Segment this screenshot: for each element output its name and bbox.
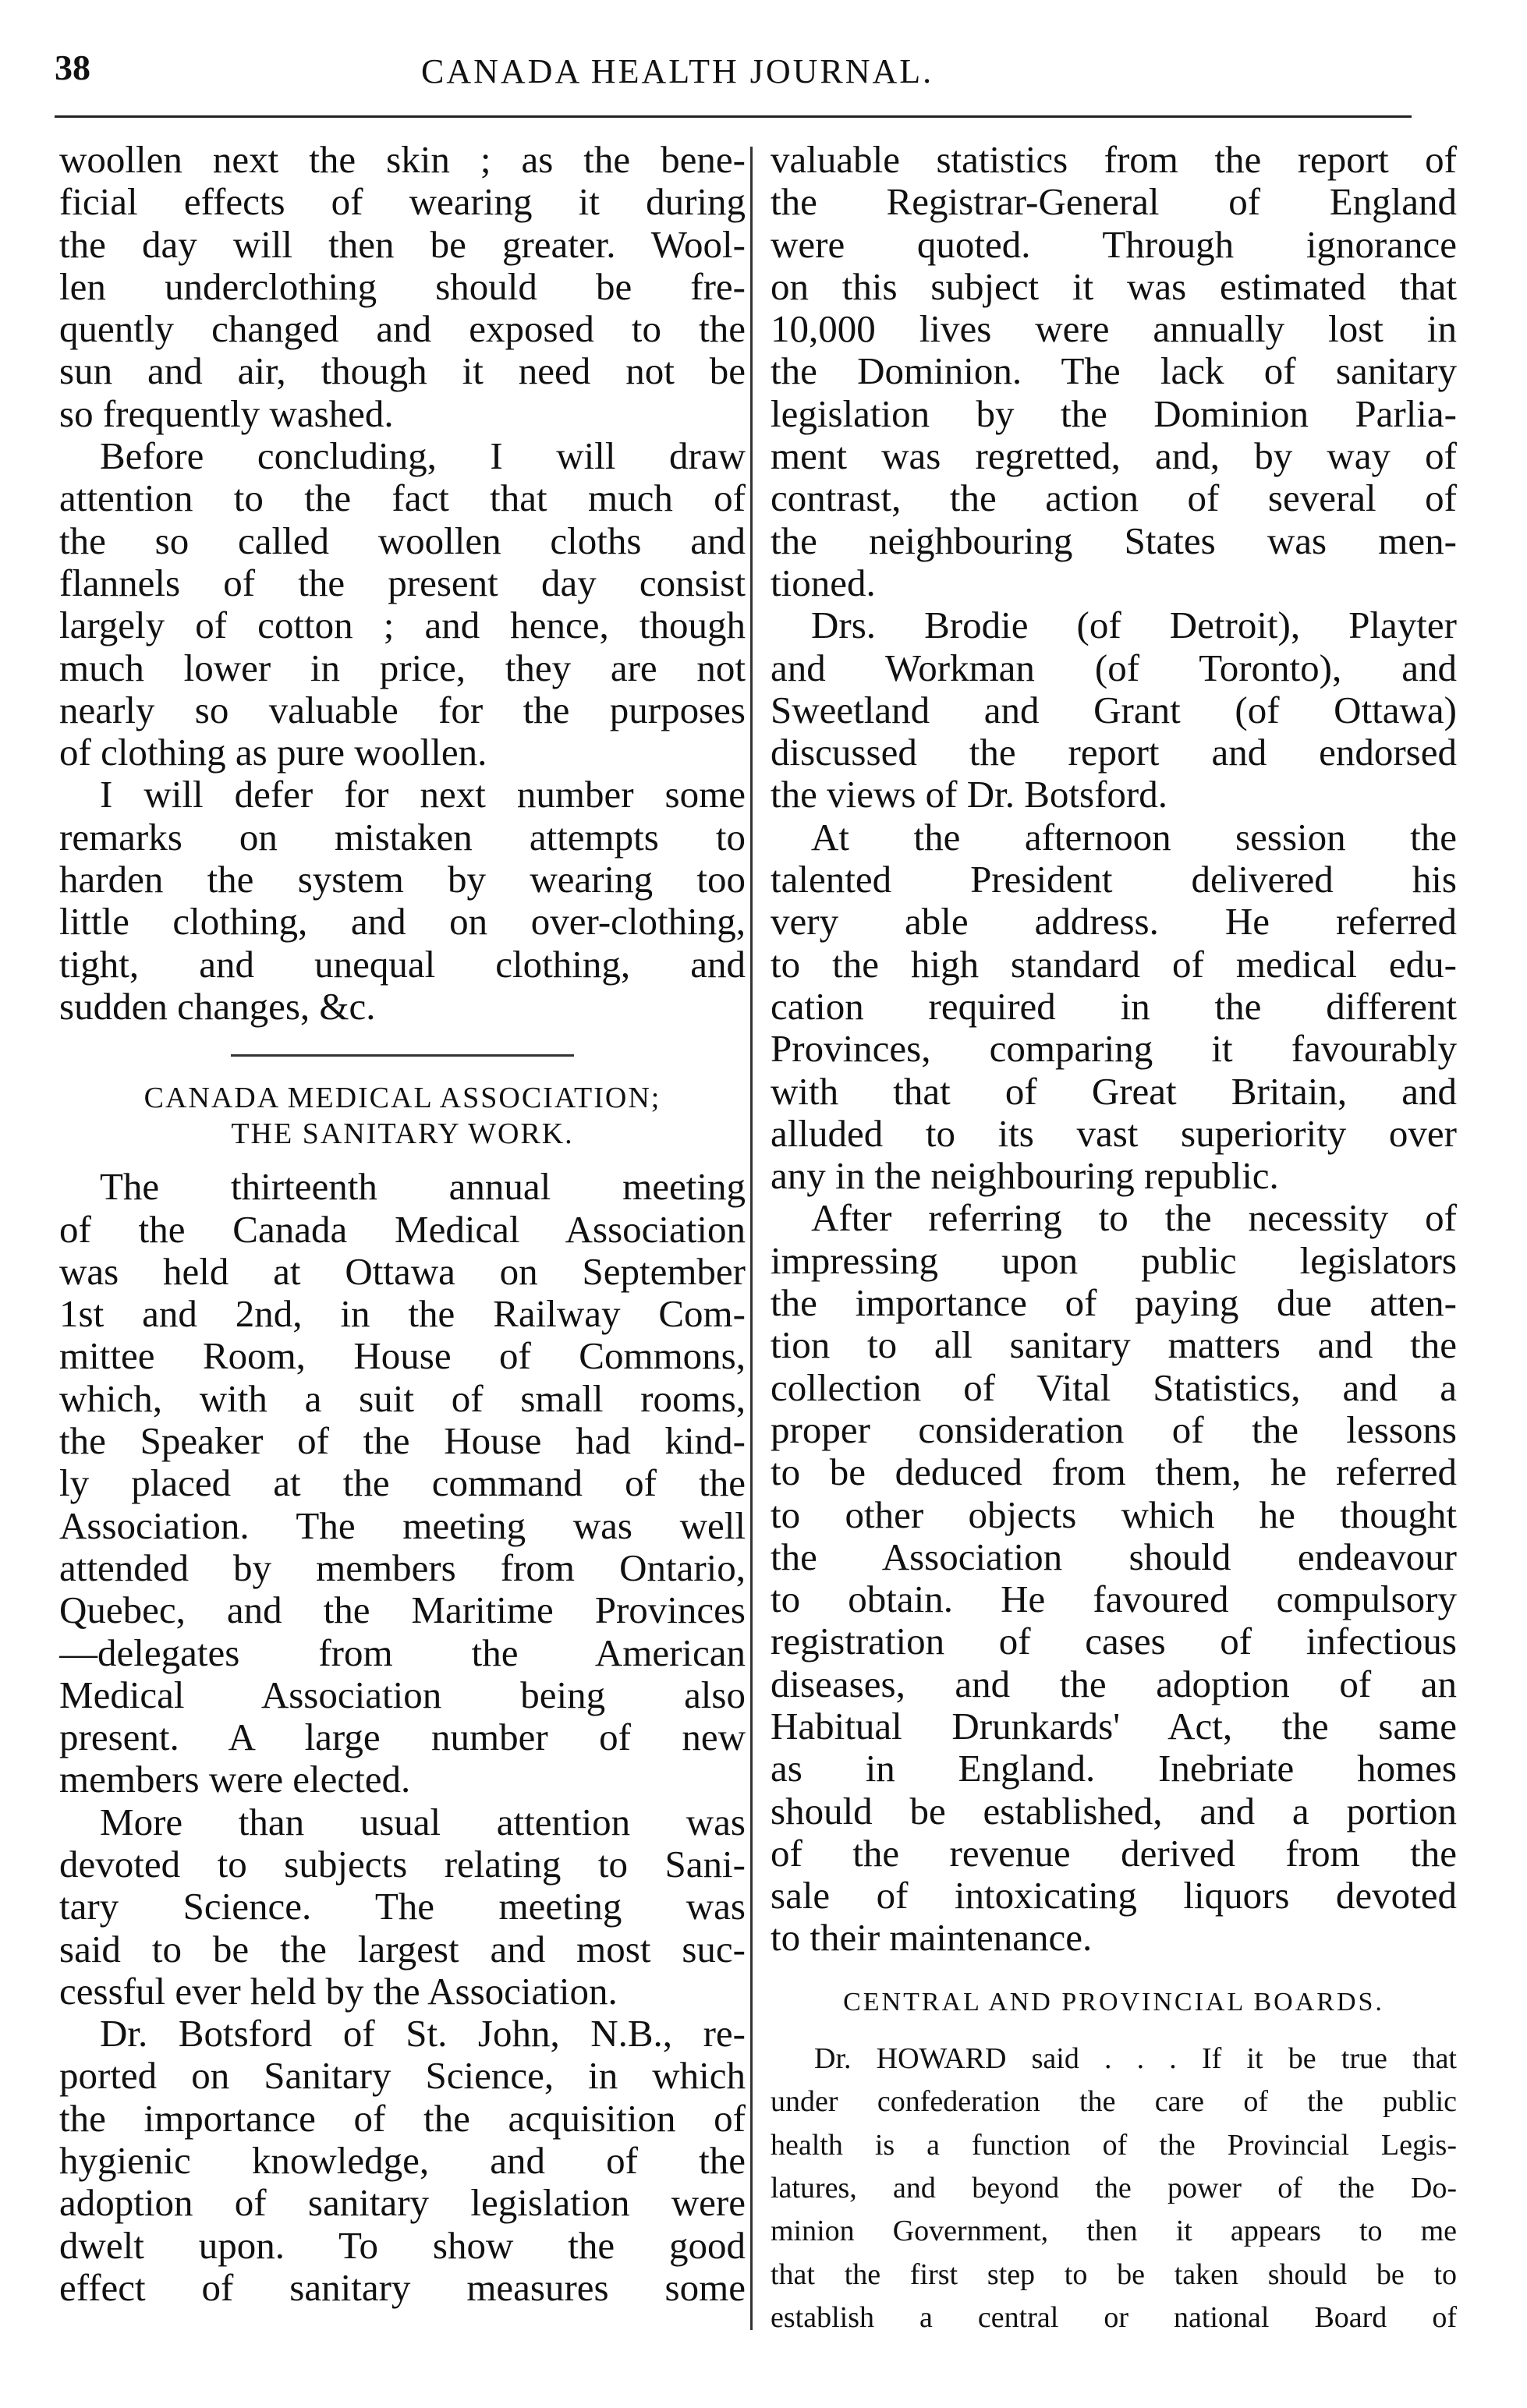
text-line: said to be the largest and most suc- [59, 1928, 746, 1971]
text-line: sale of intoxicating liquors devoted [771, 1875, 1457, 1918]
text-line: Sweetland and Grant (of Ottawa) [771, 689, 1457, 731]
text-line: quently changed and exposed to the [59, 308, 746, 351]
heading-line: CANADA MEDICAL ASSOCIATION; [143, 1082, 661, 1115]
text-line: dwelt upon. To show the good [59, 2224, 746, 2267]
text-line: remarks on mistaken attempts to [59, 816, 746, 859]
running-head: CANADA HEALTH JOURNAL. [421, 52, 934, 90]
text-line: the importance of the acquisition of [59, 2097, 746, 2140]
text-line: under confederation the care of the public [771, 2085, 1457, 2119]
text-line: devoted to subjects relating to Sani- [59, 1843, 746, 1886]
column-rule [750, 147, 753, 2330]
text-line: the so called woollen cloths and [59, 519, 746, 562]
text-line: the neighbouring States was men- [771, 519, 1457, 562]
text-line: little clothing, and on over-clothing, [59, 901, 746, 944]
text-line: talented President delivered his [771, 859, 1457, 901]
text-line: on this subject it was estimated that [771, 265, 1457, 308]
text-line: to the high standard of medical edu- [771, 943, 1457, 986]
text-line: attention to the fact that much of [59, 477, 746, 520]
text-line: hygienic knowledge, and of the [59, 2140, 746, 2183]
text-line: establish a central or national Board of [771, 2301, 1457, 2335]
text-line: Dr. HOWARD said . . . If it be true that [814, 2041, 1457, 2075]
text-line: adoption of sanitary legislation were [59, 2182, 746, 2225]
text-line: much lower in price, they are not [59, 646, 746, 689]
text-line: Dr. Botsford of St. John, N.B., re- [100, 2013, 746, 2056]
text-line: which, with a suit of small rooms, [59, 1377, 746, 1420]
left-column [59, 139, 746, 2309]
text-line: with that of Great Britain, and [771, 1070, 1457, 1113]
text-line: of the revenue derived from the [771, 1832, 1457, 1875]
text-line: impressing upon public legislators [771, 1239, 1457, 1282]
text-line: sun and air, though it need not be [59, 350, 746, 393]
text-line: the Dominion. The lack of sanitary [771, 350, 1457, 393]
text-line: alluded to its vast superiority over [771, 1112, 1457, 1155]
text-line: ficial effects of wearing it during [59, 181, 746, 224]
paragraph [59, 1166, 746, 1801]
text-line: tion to all sanitary matters and the [771, 1324, 1457, 1367]
text-line: any in the neighbouring republic. [771, 1155, 1279, 1198]
text-line: len underclothing should be fre- [59, 265, 746, 308]
text-line: flannels of the present day consist [59, 561, 746, 604]
text-line: the Registrar-General of England [771, 181, 1457, 224]
text-line: ly placed at the command of the [59, 1462, 746, 1505]
paragraph [59, 1801, 746, 2013]
text-line: to obtain. He favoured compulsory [771, 1578, 1457, 1621]
paragraph [771, 816, 1457, 1198]
text-line: very able address. He referred [771, 901, 1457, 944]
text-line: After referring to the necessity of [811, 1197, 1457, 1240]
paragraph [771, 1197, 1457, 1959]
text-line: so frequently washed. [59, 392, 394, 435]
text-line: Habitual Drunkards' Act, the same [771, 1705, 1457, 1748]
text-line: the views of Dr. Botsford. [771, 774, 1167, 816]
text-line: Quebec, and the Maritime Provinces [59, 1589, 746, 1632]
text-line: effect of sanitary measures some [59, 2266, 746, 2309]
text-line: the Speaker of the House had kind- [59, 1420, 746, 1463]
text-line: diseases, and the adoption of an [771, 1663, 1457, 1705]
text-line: latures, and beyond the power of the Do- [771, 2171, 1457, 2204]
text-line: attended by members from Ontario, [59, 1546, 746, 1589]
text-line: members were elected. [59, 1758, 411, 1801]
text-line: harden the system by wearing too [59, 859, 746, 901]
text-line: tight, and unequal clothing, and [59, 943, 746, 986]
text-line: the Association should endeavour [771, 1535, 1457, 1578]
heading-line: THE SANITARY WORK. [231, 1117, 574, 1151]
text-line: The thirteenth annual meeting [100, 1166, 746, 1209]
text-line: 10,000 lives were annually lost in [771, 308, 1457, 351]
text-line: woollen next the skin ; as the bene- [59, 139, 746, 181]
text-line: proper consideration of the lessons [771, 1408, 1457, 1451]
text-line: Medical Association being also [59, 1673, 746, 1716]
header-rule [55, 115, 1412, 118]
text-line: ment was regretted, and, by way of [771, 435, 1457, 478]
text-line: ported on Sanitary Science, in which [59, 2055, 746, 2098]
section-heading: CENTRAL AND PROVINCIAL BOARDS. [843, 1987, 1384, 2017]
text-line: were quoted. Through ignorance [771, 223, 1457, 266]
paragraph [771, 2038, 1457, 2340]
text-line: discussed the report and endorsed [771, 731, 1457, 774]
text-line: tioned. [771, 561, 876, 604]
text-line: the day will then be greater. Wool- [59, 223, 746, 266]
text-line: health is a function of the Provincial Legis- [771, 2128, 1457, 2162]
paragraph [59, 774, 746, 1028]
text-line: 1st and 2nd, in the Railway Com- [59, 1293, 746, 1336]
text-line: present. A large number of new [59, 1716, 746, 1759]
text-line: and Workman (of Toronto), and [771, 646, 1457, 689]
text-line: —delegates from the American [59, 1631, 746, 1674]
text-line: Before concluding, I will draw [100, 435, 746, 478]
text-line: largely of cotton ; and hence, though [59, 604, 746, 647]
section-divider [231, 1054, 574, 1057]
text-line: legislation by the Dominion Parlia- [771, 392, 1457, 435]
section-heading [59, 1080, 746, 1152]
text-line: as in England. Inebriate homes [771, 1748, 1457, 1790]
paragraph [59, 2013, 746, 2309]
paragraph [771, 604, 1457, 816]
text-line: nearly so valuable for the purposes [59, 689, 746, 731]
text-line: I will defer for next number some [100, 774, 746, 816]
text-line: to other objects which he thought [771, 1493, 1457, 1536]
text-line: Association. The meeting was well [59, 1504, 746, 1547]
text-line: More than usual attention was [100, 1801, 746, 1843]
text-line: registration of cases of infectious [771, 1620, 1457, 1663]
text-line: contrast, the action of several of [771, 477, 1457, 520]
text-line: of clothing as pure woollen. [59, 731, 487, 774]
text-line: that the first step to be taken should be to [771, 2258, 1457, 2291]
right-column [771, 139, 1457, 2340]
text-line: tary Science. The meeting was [59, 1886, 746, 1928]
text-line: mittee Room, House of Commons, [59, 1335, 746, 1378]
paragraph [771, 139, 1457, 604]
text-line: Drs. Brodie (of Detroit), Playter [811, 604, 1457, 647]
text-line: of the Canada Medical Association [59, 1208, 746, 1251]
text-line: should be established, and a portion [771, 1790, 1457, 1833]
text-line: to be deduced from them, he referred [771, 1451, 1457, 1494]
text-line: Provinces, comparing it favourably [771, 1028, 1457, 1071]
text-line: cation required in the different [771, 985, 1457, 1028]
text-line: sudden changes, &c. [59, 985, 376, 1028]
text-line: minion Government, then it appears to me [771, 2215, 1457, 2248]
text-line: valuable statistics from the report of [771, 139, 1457, 181]
text-line: cessful ever held by the Association. [59, 1970, 618, 2013]
text-line: At the afternoon session the [811, 816, 1457, 859]
page-number: 38 [55, 48, 90, 87]
text-line: collection of Vital Statistics, and a [771, 1366, 1457, 1409]
text-line: to their maintenance. [771, 1917, 1093, 1960]
paragraph [59, 139, 746, 435]
text-line: was held at Ottawa on September [59, 1250, 746, 1293]
text-line: the importance of paying due atten- [771, 1282, 1457, 1325]
paragraph [59, 435, 746, 774]
